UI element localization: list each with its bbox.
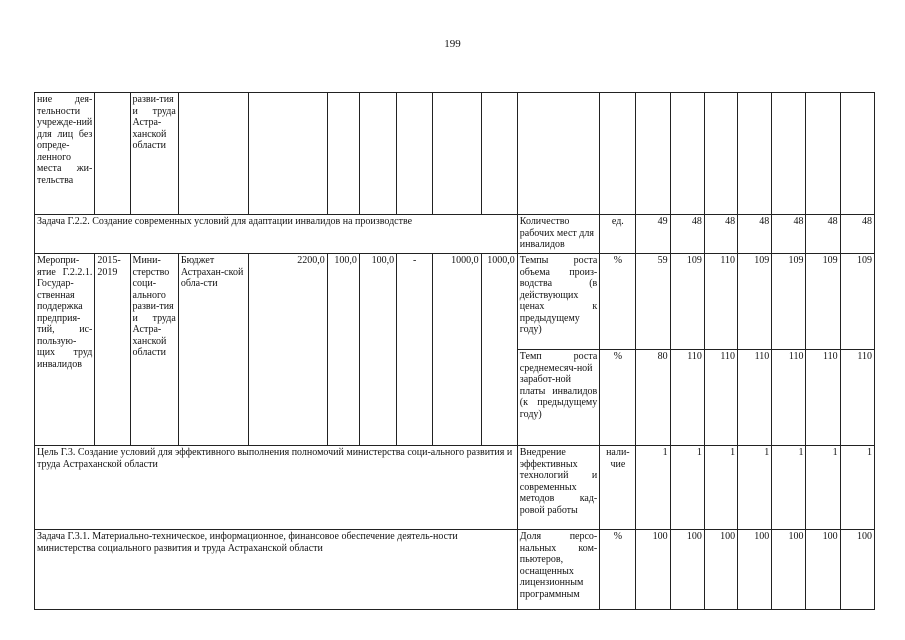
indicator-value: 110 bbox=[738, 350, 772, 446]
goal-g3-value: 1 bbox=[670, 446, 704, 530]
goal-g3-value: 1 bbox=[840, 446, 874, 530]
indicator-value: 110 bbox=[704, 254, 737, 350]
task-g31-title: Задача Г.3.1. Материально-техническое, информационное, финансовое обеспечение деятель-ности министерства социального развития и труда Астраханской области bbox=[35, 530, 518, 610]
goal-g3-indicator: Внедрение эффективных технологий и современных методов кад-ровой работы bbox=[517, 446, 599, 530]
indicator-value: 110 bbox=[840, 350, 874, 446]
table-row-continuation bbox=[35, 93, 875, 215]
goal-g3-title: Цель Г.3. Создание условий для эффективного выполнения полномочий министерства соци-ального развития и труда Астраханской области bbox=[35, 446, 518, 530]
measure-g221-2016: 100,0 bbox=[359, 254, 396, 446]
indicator-value: 109 bbox=[840, 254, 874, 350]
task-g22-indicator: Количество рабочих мест для инвалидов bbox=[517, 215, 599, 254]
measure-g221-executor: Мини-стерство соци-ального разви-тия и труда Астра-ханской области bbox=[130, 254, 178, 446]
program-table bbox=[34, 92, 875, 610]
measure-g221-2015: 100,0 bbox=[327, 254, 359, 446]
indicator-value: 110 bbox=[704, 350, 737, 446]
measure-g221-total: 2200,0 bbox=[249, 254, 327, 446]
table-row-goal-g3 bbox=[35, 446, 875, 530]
task-g31-unit: % bbox=[600, 530, 636, 610]
indicator-unit: % bbox=[600, 350, 636, 446]
goal-g3-value: 1 bbox=[738, 446, 772, 530]
goal-g3-value: 1 bbox=[636, 446, 670, 530]
task-g31-value: 100 bbox=[636, 530, 670, 610]
goal-g3-value: 1 bbox=[772, 446, 806, 530]
indicator-value: 110 bbox=[772, 350, 806, 446]
goal-g3-unit: нали-чие bbox=[600, 446, 636, 530]
measure-g221-2018: 1000,0 bbox=[433, 254, 481, 446]
table-row-task-g31 bbox=[35, 530, 875, 610]
task-g31-indicator: Доля персо-нальных ком-пьютеров, оснащенных лицензионным программным bbox=[517, 530, 599, 610]
indicator-value: 110 bbox=[806, 350, 840, 446]
indicator-unit: % bbox=[600, 254, 636, 350]
task-g31-value: 100 bbox=[840, 530, 874, 610]
task-g22-value: 48 bbox=[704, 215, 737, 254]
task-g22-title: Задача Г.2.2. Создание современных условий для адаптации инвалидов на производстве bbox=[35, 215, 518, 254]
indicator-value: 80 bbox=[636, 350, 670, 446]
indicator-name: Темп роста среднемесяч-ной заработ-ной платы инвалидов (к предыдущему году) bbox=[517, 350, 599, 446]
indicator-name: Темпы роста объема произ-водства (в действующих ценах к предыдущему году) bbox=[517, 254, 599, 350]
table-row-task-g22 bbox=[35, 215, 875, 254]
indicator-value: 109 bbox=[670, 254, 704, 350]
indicator-value: 59 bbox=[636, 254, 670, 350]
measure-g221-source: Бюджет Астрахан-ской обла-сти bbox=[178, 254, 248, 446]
executor-continued: разви-тия и труда Астра-ханской области bbox=[130, 93, 178, 215]
task-g22-value: 48 bbox=[840, 215, 874, 254]
measure-g221-2017: - bbox=[397, 254, 433, 446]
task-g31-value: 100 bbox=[738, 530, 772, 610]
task-g31-value: 100 bbox=[670, 530, 704, 610]
measure-g221-period: 2015-2019 bbox=[95, 254, 130, 446]
goal-g3-value: 1 bbox=[806, 446, 840, 530]
task-g22-value: 48 bbox=[738, 215, 772, 254]
task-g31-value: 100 bbox=[806, 530, 840, 610]
indicator-value: 109 bbox=[772, 254, 806, 350]
task-g31-value: 100 bbox=[704, 530, 737, 610]
task-g22-value: 48 bbox=[670, 215, 704, 254]
page-number: 199 bbox=[444, 38, 461, 50]
task-g22-value: 48 bbox=[772, 215, 806, 254]
task-g31-value: 100 bbox=[772, 530, 806, 610]
table-row-measure-g221-a bbox=[35, 254, 875, 350]
indicator-value: 109 bbox=[738, 254, 772, 350]
goal-g3-value: 1 bbox=[704, 446, 737, 530]
measure-g221-name: Меропри-ятие Г.2.2.1. Государ-ственная поддержка предприя-тий, ис-пользую-щих труд инвалидов bbox=[35, 254, 95, 446]
indicator-value: 110 bbox=[670, 350, 704, 446]
task-g22-value: 48 bbox=[806, 215, 840, 254]
measure-g221-2019: 1000,0 bbox=[481, 254, 517, 446]
task-g22-unit: ед. bbox=[600, 215, 636, 254]
measure-name-continued: ние дея-тельности учрежде-ний для лиц без опреде-ленного места жи-тельства bbox=[35, 93, 95, 215]
indicator-value: 109 bbox=[806, 254, 840, 350]
task-g22-value: 49 bbox=[636, 215, 670, 254]
